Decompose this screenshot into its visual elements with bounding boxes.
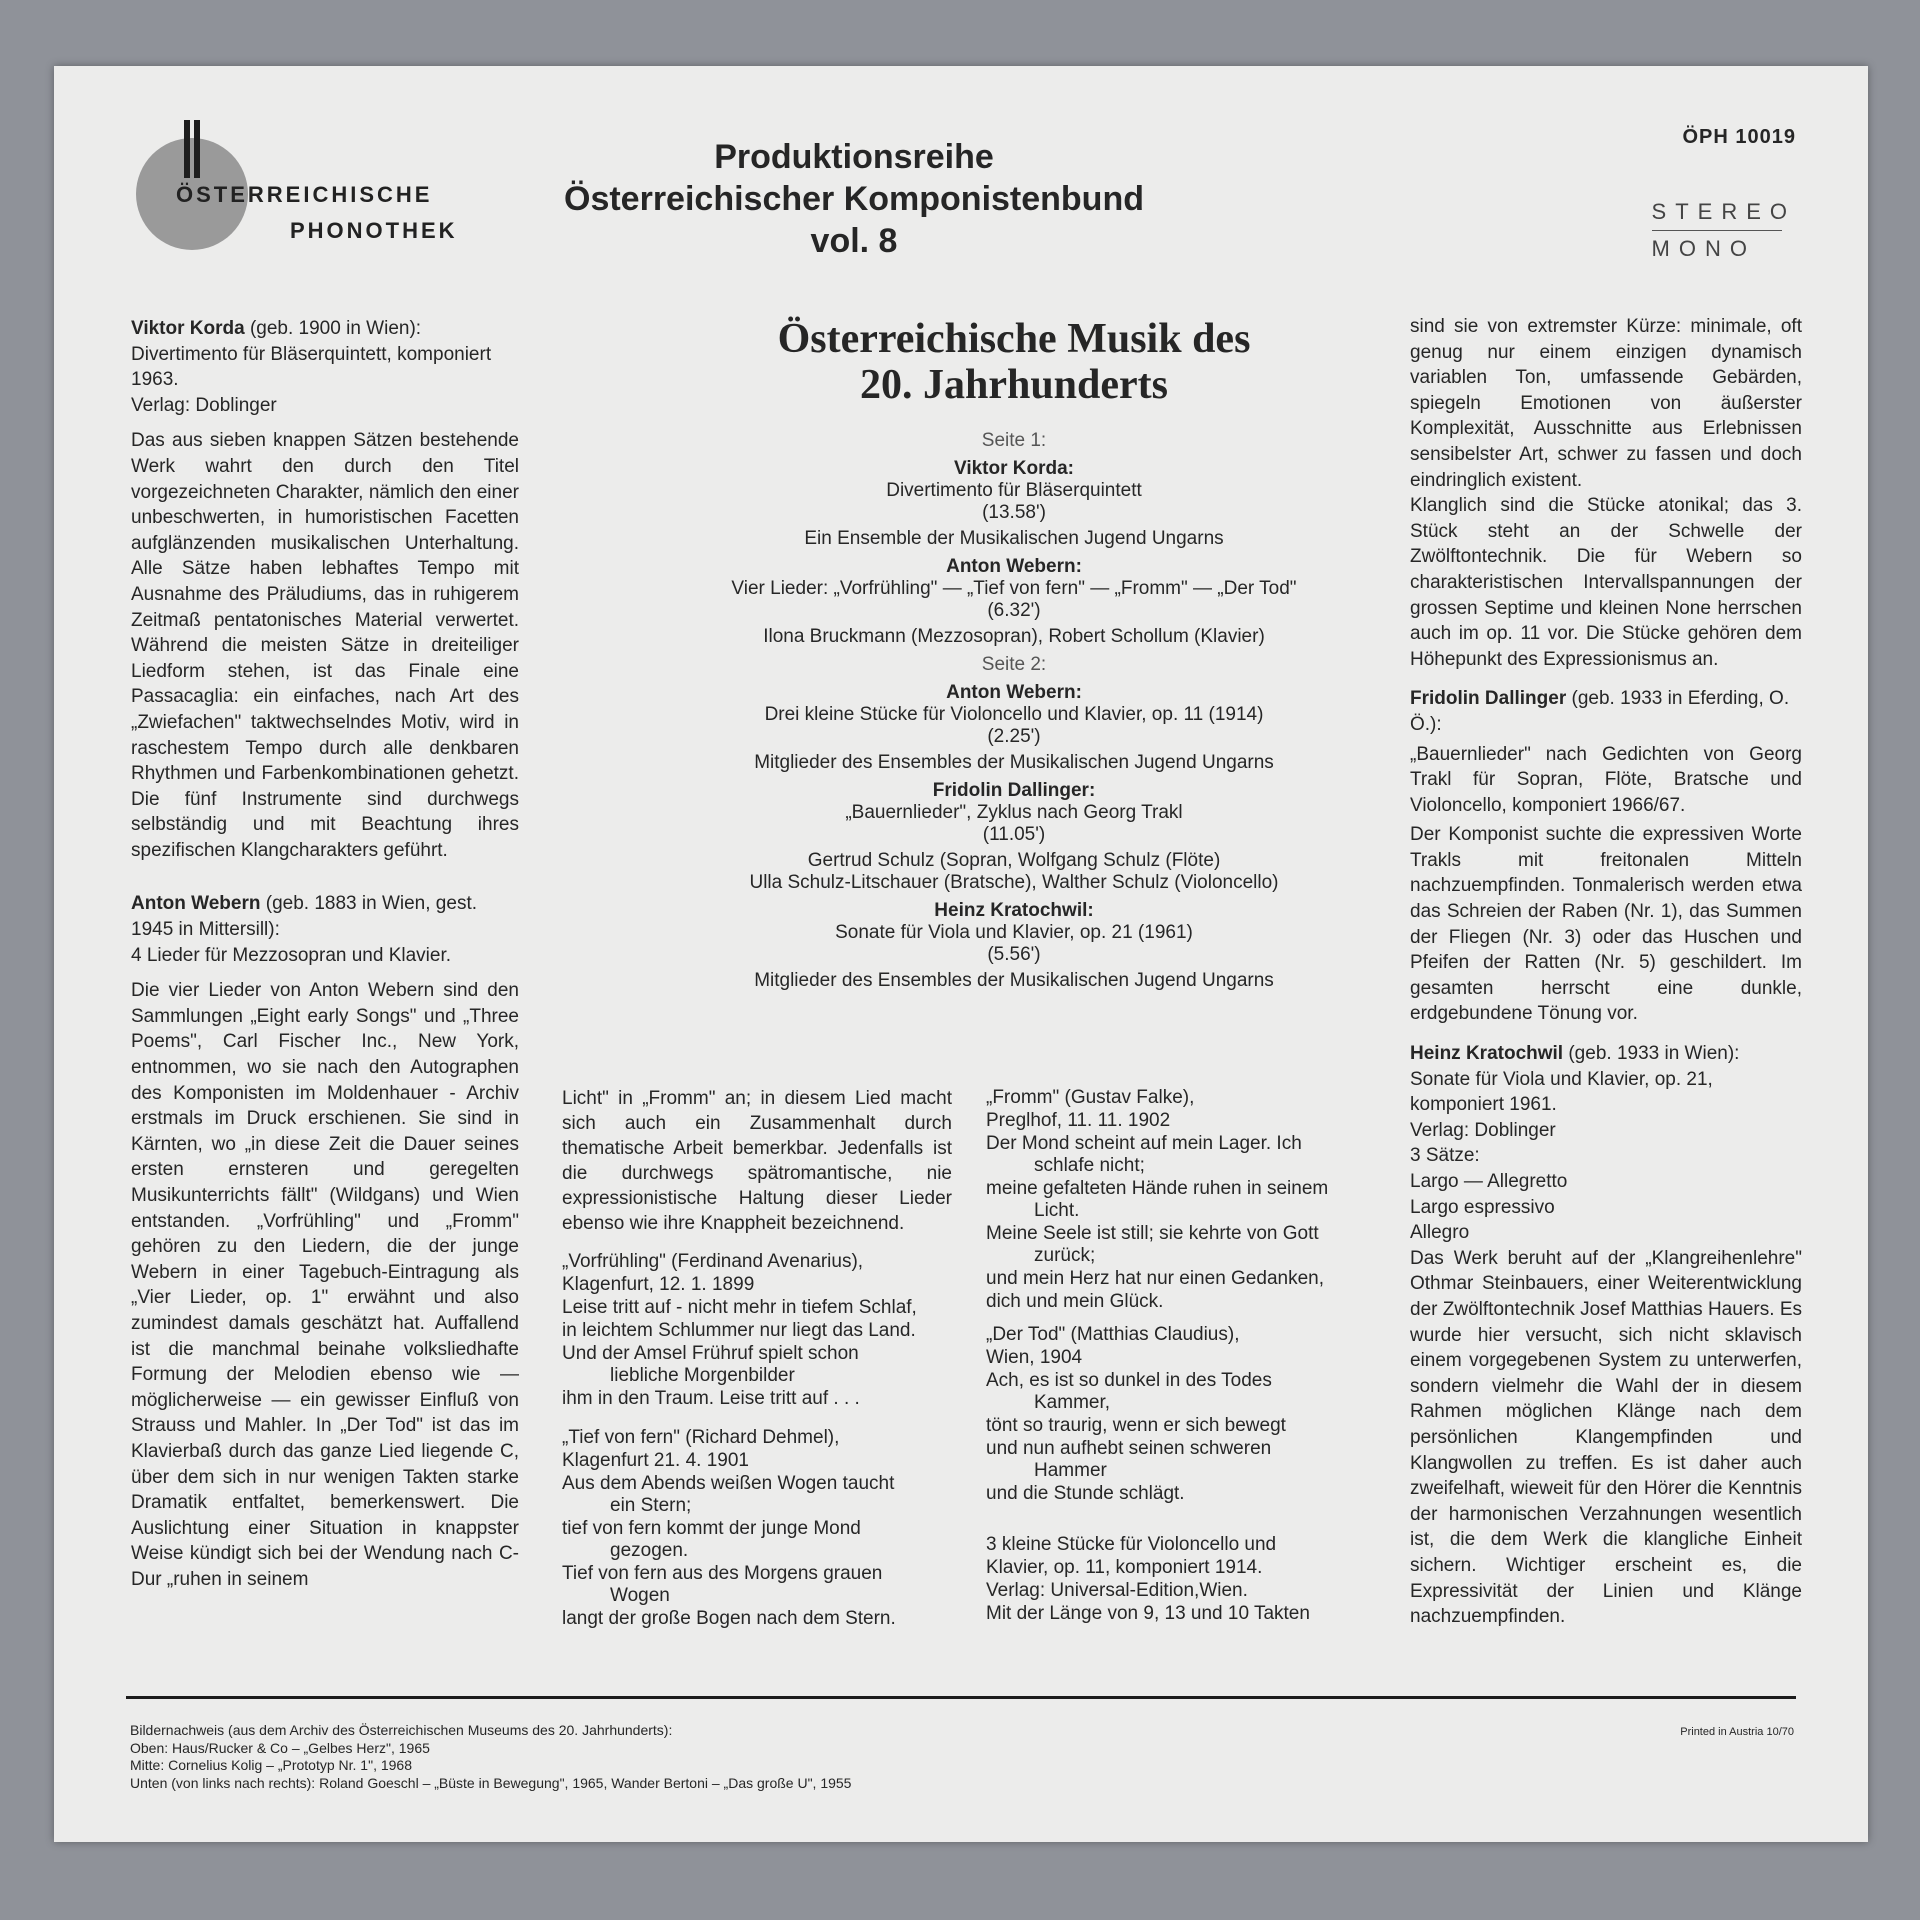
- liner-notes-paragraph: Das Werk beruht auf der „Klangreihenlehre" Othmar Steinbauers, einer Weiterentwicklung der Zwölftontechnik Josef Matthias Hauers. Es wurde hier versucht, sich nicht sklavisch einem vorgegebenen System zu unterwerfen, sondern vielmehr die Wahl der in diesem Rahmen möglichen Klänge nach dem persönlichen Klangempfinden und Klangwollen zu treffen. Es ist daher auch zweifelhaft, wieweit für den Hörer die Kenntnis der harmonischen Verzahnungen wesentlich ist, die dem Werk die klangliche Einheit sichern. Wichtiger erscheint es, die Expressivität der Linien und Klänge nachzuempfinden.: [1410, 1247, 1802, 1628]
- notes-column-2: [562, 1086, 952, 1640]
- composer-name: Viktor Korda:: [953, 458, 1074, 479]
- composer-info: (geb. 1933 in Wien):: [1563, 1043, 1740, 1065]
- publisher: Verlag: Doblinger: [1410, 1119, 1556, 1141]
- series-title-line-2: Österreichischer Komponistenbund: [564, 180, 1144, 218]
- mono-label: MONO: [1651, 236, 1756, 261]
- poem-line: Aus dem Abends weißen Wogen taucht: [562, 1473, 895, 1494]
- performers: Mitglieder des Ensembles der Musikalischen Jugend Ungarns: [754, 970, 1274, 991]
- album-title: [634, 316, 1394, 408]
- work-title: Drei kleine Stücke für Violoncello und Klavier, op. 11 (1914): [764, 704, 1264, 725]
- work-title: Divertimento für Bläserquintett: [886, 480, 1142, 501]
- duration: (11.05'): [982, 824, 1046, 845]
- record-sleeve-back: [54, 66, 1868, 1842]
- poem-title: „Der Tod" (Matthias Claudius),: [986, 1324, 1240, 1345]
- performers: Ein Ensemble der Musikalischen Jugend Ungarns: [804, 528, 1224, 549]
- poem-line: Hammer: [1034, 1460, 1107, 1481]
- composer-name: Anton Webern:: [946, 682, 1082, 703]
- work-title: „Bauernlieder" nach Gedichten von Georg Trakl für Sopran, Flöte, Bratsche und Violoncello, komponiert 1966/67.: [1410, 743, 1802, 816]
- poem-line: Der Mond scheint auf mein Lager. Ich: [986, 1133, 1302, 1154]
- work-info-line: Mit der Länge von 9, 13 und 10 Takten: [986, 1603, 1310, 1624]
- credit-line: Bildernachweis (aus dem Archiv des Österreichischen Museums des 20. Jahrhunderts):: [130, 1722, 673, 1738]
- performers: Mitglieder des Ensembles der Musikalischen Jugend Ungarns: [754, 752, 1274, 773]
- poem-place: Klagenfurt, 12. 1. 1899: [562, 1274, 755, 1295]
- work-title: „Bauernlieder", Zyklus nach Georg Trakl: [845, 802, 1183, 823]
- poem-line: tönt so traurig, wenn er sich bewegt: [986, 1415, 1286, 1436]
- poem-line: in leichtem Schlummer nur liegt das Land.: [562, 1320, 916, 1341]
- liner-notes-paragraph: Die vier Lieder von Anton Webern sind den Sammlungen „Eight early Songs" und „Three Poems", Carl Fischer Inc., New York, entnommen, wo sie nach den Autographen des Komponisten im Moldenhauer - Archiv erstmals im Druck erschienen. Sie sind in Kärnten, wo „in diese Zeit die Dauer seines ersten ernsteren und geregelten Musikunterrichts fällt" (Wildgans) und Wien entstanden. „Vorfrühling" und „Fromm" gehören zu den Liedern, die der junge Webern in einer Tagebuch-Eintragung als „Vier Lieder, op. 1" erwähnt und also zumindest damals geschätzt hat. Auffallend ist die manchmal beinahe volksliedhafte Formung der Melodien ebenso wie — möglicherweise — ein gewisser Einfluß von Strauss und Mahler. In „Der Tod" ist das im Klavierbaß durch das ganze Lied liegende C, über dem sich in nur wenigen Takten starke Dramatik entfaltet, bemerkenswert. Die Auslichtung einer Situation in knappster Weise kündigt sich bei der Wendung nach C-Dur „ruhen in seinem: [131, 980, 519, 1590]
- notes-column-1: [131, 316, 519, 1603]
- composer-name: Viktor Korda: [131, 318, 245, 339]
- poem-title: „Fromm" (Gustav Falke),: [986, 1087, 1195, 1108]
- poem-title: „Tief von fern" (Richard Dehmel),: [562, 1427, 840, 1448]
- composer-name: Heinz Kratochwil: [1410, 1043, 1564, 1065]
- stereo-label: STEREO: [1651, 199, 1796, 224]
- logo-line-1: ÖSTERREICHISCHE: [176, 182, 433, 207]
- performers: Ulla Schulz-Litschauer (Bratsche), Walther Schulz (Violoncello): [749, 872, 1279, 893]
- composer-info: (geb. 1883 in Wien, gest. 1945 in Mittersill):: [131, 893, 477, 941]
- movement: Allegro: [1410, 1222, 1470, 1244]
- poem-title: „Vorfrühling" (Ferdinand Avenarius),: [562, 1251, 864, 1272]
- liner-notes-paragraph: sind sie von extremster Kürze: minimale, oft genug nur einem einzigen dynamisch variablen Ton, umfassende Gebärden, spiegeln Emotionen von äußerster Komplexität, Ausschnitte aus Erlebnissen sensibelster Art, schwer zu fassen und doch eindringlich existent.: [1410, 316, 1802, 491]
- credit-line: Mitte: Cornelius Kolig – „Prototyp Nr. 1", 1968: [130, 1757, 412, 1773]
- poem-line: schlafe nicht;: [1034, 1155, 1145, 1176]
- poem-line: Leise tritt auf - nicht mehr in tiefem Schlaf,: [562, 1297, 917, 1318]
- work-title: Sonate für Viola und Klavier, op. 21, komponiert 1961.: [1410, 1068, 1713, 1116]
- movements-label: 3 Sätze:: [1410, 1145, 1480, 1167]
- work-info-line: Klavier, op. 11, komponiert 1914.: [986, 1557, 1263, 1578]
- series-volume: vol. 8: [810, 222, 898, 260]
- liner-notes-paragraph: Klanglich sind die Stücke atonikal; das 3. Stück steht an der Schwelle der Zwölftontechnik. Die für Webern so charakteristischen Intervallspannungen der grossen Septime und kleinen None herrschen auch im op. 11 vor. Die Stücke gehören dem Höhepunkt des Expressionismus an.: [1410, 495, 1802, 670]
- poem-line: dich und mein Glück.: [986, 1291, 1164, 1312]
- duration: (5.56'): [987, 944, 1041, 965]
- notes-column-3: [986, 1086, 1386, 1635]
- catalog-number: ÖPH 10019: [1682, 126, 1796, 148]
- poem-place: Wien, 1904: [986, 1347, 1083, 1368]
- poem-line: tief von fern kommt der junge Mond: [562, 1518, 861, 1539]
- poem-line: Licht.: [1034, 1200, 1080, 1221]
- poem-line: Meine Seele ist still; sie kehrte von Gott: [986, 1223, 1319, 1244]
- credit-line: Unten (von links nach rechts): Roland Goeschl – „Büste in Bewegung", 1965, Wander Bertoni – „Das große U", 1955: [130, 1774, 852, 1791]
- series-title-line-1: Produktionsreihe: [714, 138, 994, 176]
- footer-divider: [126, 1696, 1796, 1699]
- printed-in-label: Printed in Austria 10/70: [1680, 1726, 1794, 1738]
- movement: Largo — Allegretto: [1410, 1171, 1568, 1192]
- logo-line-2: PHONOTHEK: [290, 218, 458, 243]
- poem-line: liebliche Morgenbilder: [610, 1365, 795, 1386]
- movement: Largo espressivo: [1410, 1196, 1555, 1218]
- poem-line: meine gefalteten Hände ruhen in seinem: [986, 1178, 1329, 1199]
- poem-line: ein Stern;: [610, 1495, 692, 1516]
- poem-line: Wogen: [610, 1585, 670, 1606]
- performers: Gertrud Schulz (Sopran, Wolfgang Schulz (Flöte): [807, 850, 1221, 871]
- composer-info: (geb. 1900 in Wien): Divertimento für Bläserquintett, komponiert 1963.: [131, 318, 492, 391]
- publisher: Verlag: Doblinger: [131, 394, 277, 416]
- poem-line: Und der Amsel Frühruf spielt schon: [562, 1343, 859, 1364]
- liner-notes-paragraph: Das aus sieben knappen Sätzen bestehende Werk wahrt den durch den Titel vorgezeichneten Charakter, nämlich den einer unbeschwerten, in humoristischen Facetten aufglänzenden musikalischen Unterhaltung. Alle Sätze haben lebhaftes Tempo mit Ausnahme des Präludiums, das in ruhigerem Zeitmaß pentatonisches Material verwertet. Während die meisten Sätze in dreiteiliger Liedform stehen, ist das Finale eine Passacaglia: ein einfaches, nach Art des „Zwiefachen" taktwechselndes Motiv, wird in raschestem Tempo durch alle denkbaren Rhythmen und Farbenkombinationen gehetzt. Die fünf Instrumente sind durchwegs selbständig und mit Beachtung ihres spezifischen Klangcharakters geführt.: [131, 430, 519, 861]
- poem-line: und die Stunde schlägt.: [986, 1483, 1185, 1504]
- composer-info: (geb. 1933 in Eferding, O. Ö.):: [1410, 688, 1790, 735]
- work-title: Vier Lieder: „Vorfrühling" — „Tief von fern" — „Fromm" — „Der Tod": [731, 578, 1297, 599]
- work-title: Sonate für Viola und Klavier, op. 21 (1961): [835, 922, 1193, 943]
- work-info-line: Verlag: Universal-Edition,Wien.: [986, 1580, 1248, 1601]
- poem-place: Preglhof, 11. 11. 1902: [986, 1110, 1171, 1131]
- composer-name: Heinz Kratochwil:: [934, 900, 1094, 921]
- poem-line: ihm in den Traum. Leise tritt auf . . .: [562, 1388, 860, 1409]
- poem-line: Kammer,: [1034, 1392, 1111, 1413]
- poem-line: Tief von fern aus des Morgens grauen: [562, 1563, 883, 1584]
- composer-name: Fridolin Dallinger: [1410, 688, 1567, 710]
- side-2-label: Seite 2:: [981, 654, 1047, 675]
- poem-line: zurück;: [1034, 1245, 1096, 1266]
- track-program: [644, 428, 1384, 992]
- poem-line: und mein Herz hat nur einen Gedanken,: [986, 1268, 1324, 1289]
- composer-name: Fridolin Dallinger:: [932, 780, 1096, 801]
- duration: (13.58'): [982, 502, 1046, 523]
- liner-notes-paragraph: Der Komponist suchte die expressiven Worte Trakls mit freitonalen Mitteln nachzuempfinden. Tonmalerisch werden etwa das Schreien der Raben (Nr. 1), das Summen der Fliegen (Nr. 3) oder das Huschen und Pfeifen der Ratten (Nr. 5) geschildert. Im gesamten herrscht eine dunkle, erdgebundene Tönung vor.: [1410, 824, 1802, 1025]
- composer-name: Anton Webern:: [946, 556, 1082, 577]
- credit-line: Oben: Haus/Rucker & Co – „Gelbes Herz", 1965: [130, 1739, 430, 1756]
- side-1-label: Seite 1:: [981, 430, 1047, 451]
- stereo-mono-label: [1652, 194, 1796, 267]
- series-title: [554, 136, 1154, 262]
- notes-column-4: [1410, 314, 1802, 1640]
- liner-notes-paragraph: Licht" in „Fromm" an; in diesem Lied macht sich auch ein Zusammenhalt durch thematische Arbeit bemerkbar. Jedenfalls ist die durchwegs spätromantische, nie expressionistische Haltung dieser Lieder ebenso wie ihre Knappheit bezeichnend.: [562, 1088, 952, 1234]
- picture-credits: [130, 1722, 1230, 1792]
- poem-line: Ach, es ist so dunkel in des Todes: [986, 1370, 1272, 1391]
- poem-line: langt der große Bogen nach dem Stern.: [562, 1608, 896, 1629]
- album-title-line-2: 20. Jahrhunderts: [859, 362, 1169, 408]
- poem-place: Klagenfurt 21. 4. 1901: [562, 1450, 749, 1471]
- poem-line: und nun aufhebt seinen schweren: [986, 1438, 1272, 1459]
- work-info-line: 3 kleine Stücke für Violoncello und: [986, 1534, 1277, 1555]
- composer-name: Anton Webern: [131, 893, 261, 915]
- poem-line: gezogen.: [610, 1540, 689, 1561]
- duration: (6.32'): [987, 600, 1041, 621]
- duration: (2.25'): [987, 726, 1041, 747]
- album-title-line-1: Österreichische Musik des: [777, 316, 1251, 362]
- performers: Ilona Bruckmann (Mezzosopran), Robert Schollum (Klavier): [763, 626, 1265, 647]
- work-title: 4 Lieder für Mezzosopran und Klavier.: [131, 944, 452, 966]
